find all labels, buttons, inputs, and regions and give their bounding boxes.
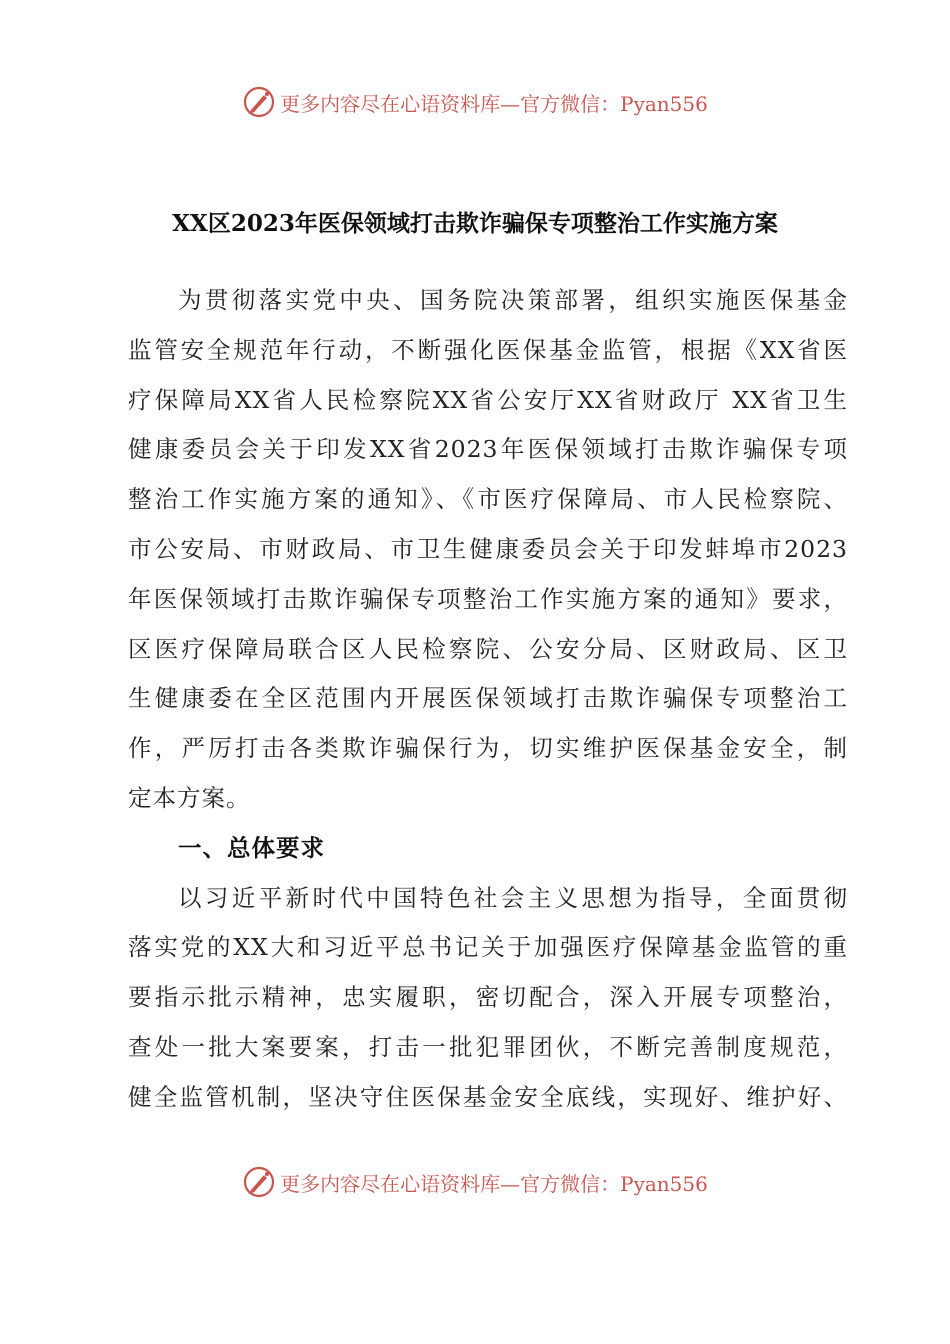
- paragraph-line: 疗保障局XX省人民检察院XX省公安厅XX省财政厅 XX省卫生: [128, 385, 848, 414]
- section-heading: 一、总体要求: [178, 833, 325, 862]
- paragraph-line: 健全监管机制，坚决守住医保基金安全底线，实现好、维护好、: [128, 1082, 848, 1111]
- paragraph-line: 市公安局、市财政局、市卫生健康委员会关于印发蚌埠市2023: [128, 534, 848, 563]
- paragraph-line: 作，严厉打击各类欺诈骗保行为，切实维护医保基金安全，制: [128, 734, 848, 763]
- paragraph-line: 生健康委在全区范围内开展医保领域打击欺诈骗保专项整治工: [128, 684, 848, 713]
- paragraph-line: 以习近平新时代中国特色社会主义思想为指导，全面贯彻: [178, 883, 848, 912]
- paragraph-line: 查处一批大案要案，打击一批犯罪团伙，不断完善制度规范，: [128, 1032, 848, 1061]
- pen-logo-icon: [242, 85, 276, 119]
- watermark-banner-bottom: [0, 1160, 950, 1204]
- paragraph-line: 落实党的XX大和习近平总书记关于加强医疗保障基金监管的重: [128, 933, 848, 962]
- paragraph-line: 区医疗保障局联合区人民检察院、公安分局、区财政局、区卫: [128, 634, 848, 663]
- paragraph-line: 定本方案。: [128, 783, 251, 812]
- document-title: XX区2023年医保领域打击欺诈骗保专项整治工作实施方案: [172, 210, 778, 237]
- paragraph-line: 监管安全规范年行动，不断强化医保基金监管，根据《XX省医: [128, 335, 848, 364]
- watermark-text: 更多内容尽在心语资料库—官方微信：Pyan556: [280, 1171, 708, 1196]
- paragraph-line: 整治工作实施方案的通知》、《市医疗保障局、市人民检察院、: [128, 485, 848, 514]
- paragraph-line: 要指示批示精神，忠实履职，密切配合，深入开展专项整治，: [128, 983, 848, 1012]
- document-body: [128, 276, 848, 1123]
- watermark-text: 更多内容尽在心语资料库—官方微信：Pyan556: [280, 91, 708, 116]
- pen-logo-icon: [242, 1165, 276, 1199]
- paragraph-line: 年医保领域打击欺诈骗保专项整治工作实施方案的通知》要求，: [128, 584, 848, 613]
- paragraph-line: 健康委员会关于印发XX省2023年医保领域打击欺诈骗保专项: [128, 435, 848, 464]
- watermark-banner-top: [0, 80, 950, 124]
- paragraph-line: 为贯彻落实党中央、国务院决策部署，组织实施医保基金: [178, 286, 848, 314]
